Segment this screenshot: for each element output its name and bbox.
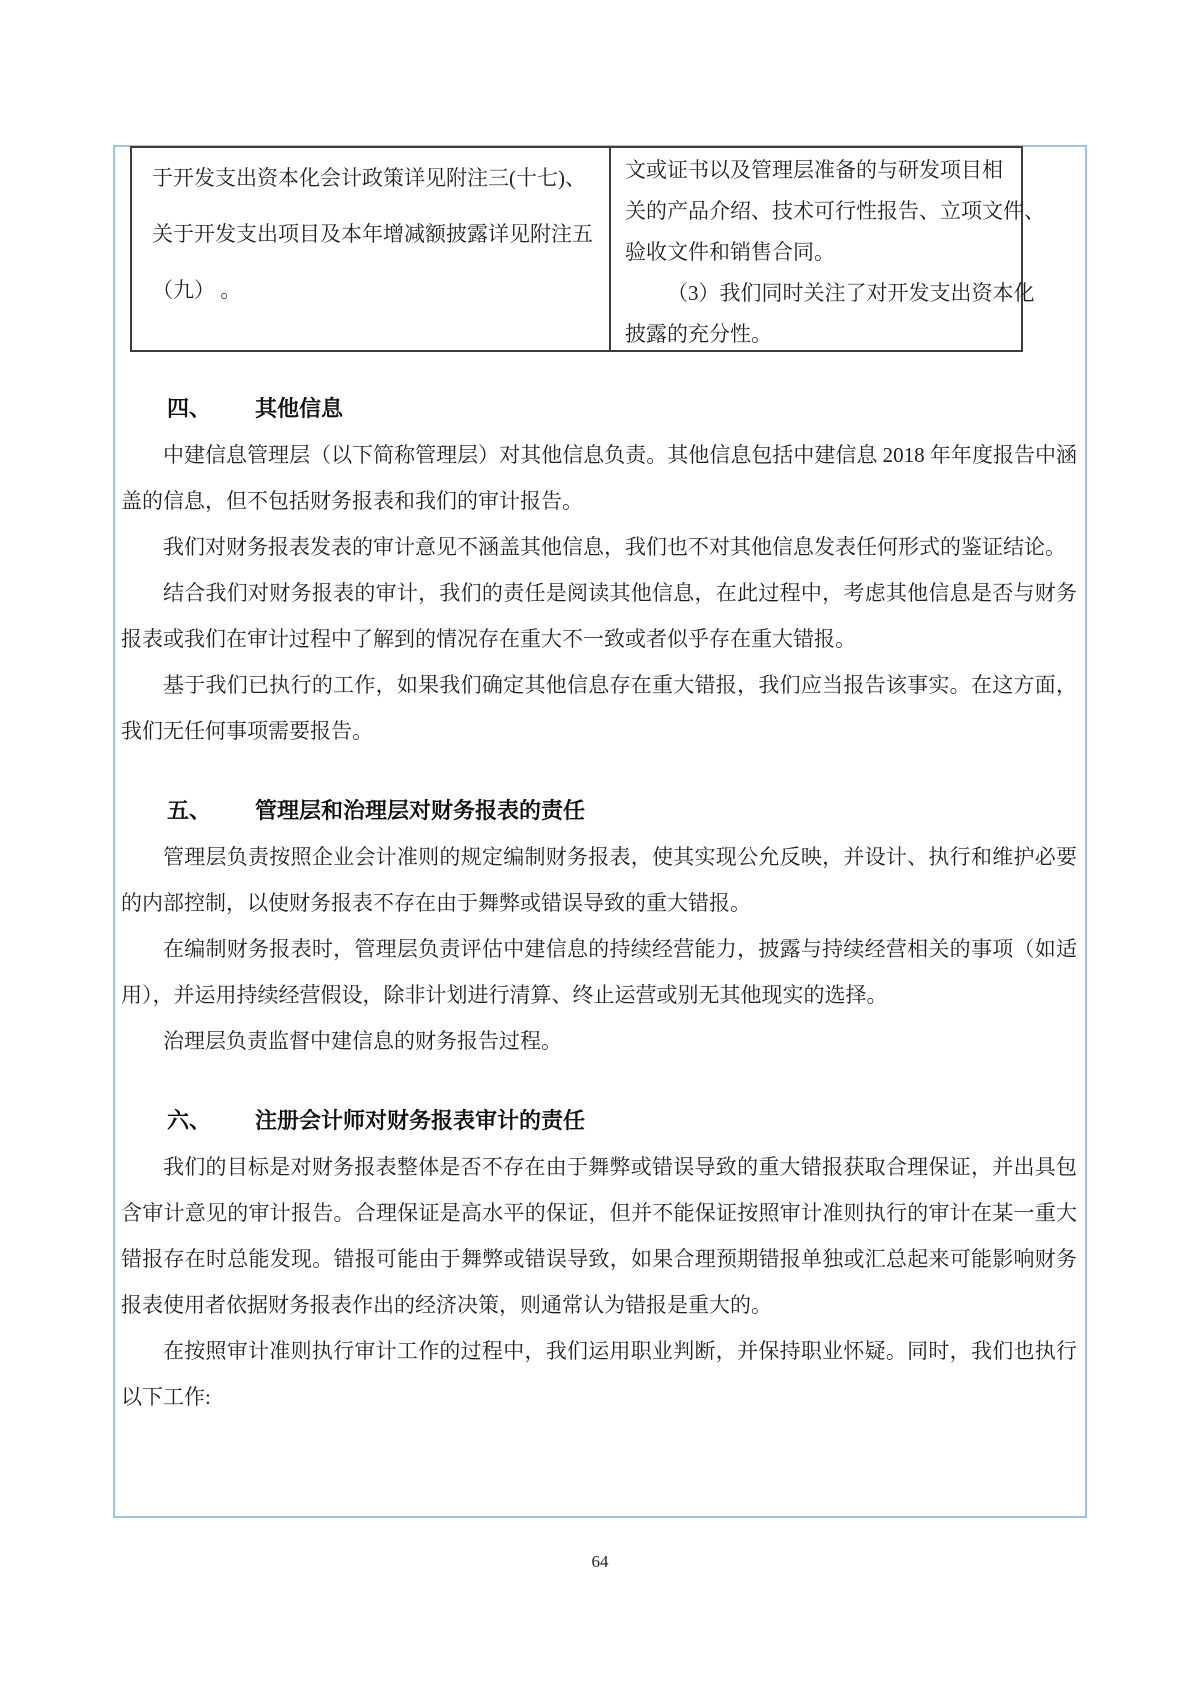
paragraph: 我们对财务报表发表的审计意见不涵盖其他信息，我们也不对其他信息发表任何形式的鉴证结论。 bbox=[163, 535, 1066, 559]
section-number: 五、 bbox=[167, 798, 212, 823]
section-management-responsibility bbox=[115, 796, 1085, 1064]
table-cell-left bbox=[132, 148, 611, 350]
table-cell-right bbox=[611, 148, 1057, 350]
table-left-line: （九） 。 bbox=[152, 278, 242, 302]
table-right-line: 披露的充分性。 bbox=[625, 322, 772, 346]
key-audit-matters-table bbox=[130, 146, 1045, 352]
section-auditor-responsibility bbox=[115, 1106, 1085, 1420]
table-right-line: （3）我们同时关注了对开发支出资本化 bbox=[667, 281, 1035, 305]
section-other-information bbox=[115, 394, 1085, 754]
table-right-line: 验收文件和销售合同。 bbox=[625, 240, 835, 264]
section-heading-management-responsibility bbox=[167, 796, 1077, 826]
section-heading-other-information bbox=[167, 394, 1077, 424]
section-title: 管理层和治理层对财务报表的责任 bbox=[255, 798, 586, 823]
page-border-frame bbox=[113, 145, 1087, 1518]
section-title: 注册会计师对财务报表审计的责任 bbox=[255, 1108, 586, 1133]
section-number: 四、 bbox=[167, 396, 212, 421]
paragraph: 治理层负责监督中建信息的财务报告过程。 bbox=[163, 1029, 562, 1053]
paragraph: 中建信息管理层（以下简称管理层）对其他信息负责。其他信息包括中建信息 2018 年年度报告中涵盖的信息，但不包括财务报表和我们的审计报告。 bbox=[121, 443, 1077, 513]
page-number: 64 bbox=[591, 1552, 609, 1571]
paragraph: 基于我们已执行的工作，如果我们确定其他信息存在重大错报，我们应当报告该事实。在这方面，我们无任何事项需要报告。 bbox=[121, 673, 1077, 743]
table-left-line: 关于开发支出项目及本年增减额披露详见附注五 bbox=[152, 222, 593, 246]
paragraph: 在按照审计准则执行审计工作的过程中，我们运用职业判断，并保持职业怀疑。同时，我们也执行以下工作: bbox=[121, 1339, 1077, 1409]
section-number: 六、 bbox=[167, 1108, 212, 1133]
section-title: 其他信息 bbox=[255, 396, 344, 421]
paragraph: 管理层负责按照企业会计准则的规定编制财务报表，使其实现公允反映，并设计、执行和维护必要的内部控制，以使财务报表不存在由于舞弊或错误导致的重大错报。 bbox=[121, 845, 1077, 915]
section-heading-auditor-responsibility bbox=[167, 1106, 1077, 1136]
paragraph: 在编制财务报表时，管理层负责评估中建信息的持续经营能力，披露与持续经营相关的事项（如适用），并运用持续经营假设，除非计划进行清算、终止运营或别无其他现实的选择。 bbox=[121, 937, 1077, 1007]
paragraph: 我们的目标是对财务报表整体是否不存在由于舞弊或错误导致的重大错报获取合理保证，并出具包含审计意见的审计报告。合理保证是高水平的保证，但并不能保证按照审计准则执行的审计在某一重大错报存在时总能发现。错报可能由于舞弊或错误导致，如果合理预期错报单独或汇总起来可能影响财务报表使用者依据财务报表作出的经济决策，则通常认为错报是重大的。 bbox=[121, 1155, 1077, 1317]
table-right-line: 关的产品介绍、技术可行性报告、立项文件、 bbox=[625, 199, 1045, 223]
table-right-line: 文或证书以及管理层准备的与研发项目相 bbox=[625, 158, 1003, 182]
table-left-line: 于开发支出资本化会计政策详见附注三(十七)、 bbox=[152, 166, 586, 190]
paragraph: 结合我们对财务报表的审计，我们的责任是阅读其他信息，在此过程中，考虑其他信息是否与财务报表或我们在审计过程中了解到的情况存在重大不一致或者似乎存在重大错报。 bbox=[121, 581, 1077, 651]
